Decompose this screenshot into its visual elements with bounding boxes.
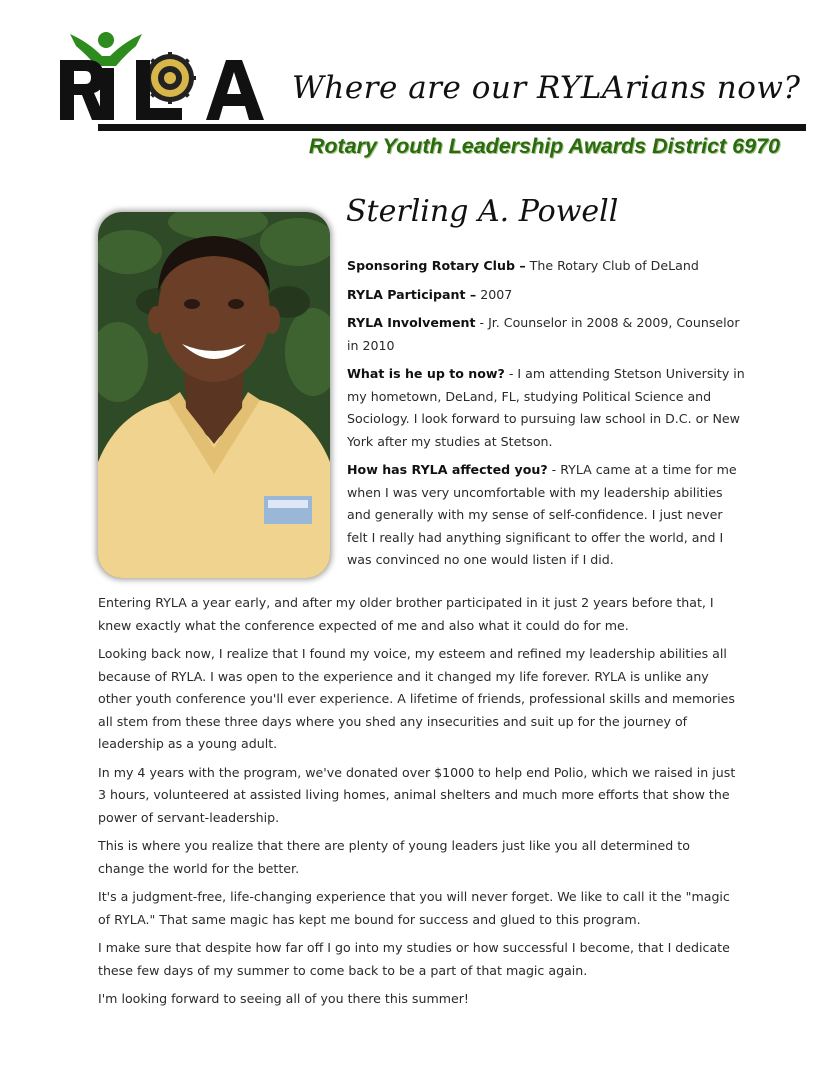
- field-value: 2007: [476, 286, 513, 302]
- field-value: - RYLA came at a time for me when I was very uncomfortable with my leadership abilities and generally with my sense of self-confidence. I just never felt I really had anything significant to offer the world, and I was convinced no one would listen if I did.: [347, 462, 737, 567]
- field-label: RYLA Participant –: [347, 286, 477, 302]
- page-headline: Where are our RYLArians now?: [292, 70, 801, 106]
- header-rule: [98, 124, 806, 131]
- field-involvement: [347, 312, 747, 357]
- page-subtitle: Rotary Youth Leadership Awards District 6970: [308, 134, 780, 158]
- field-value: - Jr. Counselor in 2008 & 2009, Counselor in 2010: [347, 315, 740, 353]
- field-ryla-affected: [347, 459, 747, 572]
- profile-details: [347, 255, 747, 578]
- body-paragraph: I make sure that despite how far off I go into my studies or how successful I become, that I dedicate these few days of my summer to come back to be a part of that magic again.: [98, 940, 730, 978]
- body-paragraph: Looking back now, I realize that I found my voice, my esteem and refined my leadership abilities all because of RYLA. I was open to the experience and it changed my life forever. RYLA is unlike any other youth conference you'll ever experience. A lifetime of friends, professional skills and memories all stem from these three days where you shed any insecurities and suit up for the journey of leadership as a young adult.: [98, 646, 735, 751]
- body-paragraph: In my 4 years with the program, we've donated over $1000 to help end Polio, which we raised in just 3 hours, volunteered at assisted living homes, animal shelters and much more efforts that show the power of servant-leadership.: [98, 764, 736, 825]
- body-paragraph: It's a judgment-free, life-changing experience that you will never forget. We like to call it the "magic of RYLA." That same magic has kept me bound for success and glued to this program.: [98, 889, 730, 927]
- field-label: RYLA Involvement: [347, 315, 476, 330]
- portrait-image: [98, 212, 330, 578]
- field-label: How has RYLA affected you?: [347, 462, 548, 477]
- field-sponsoring-club: [347, 255, 747, 278]
- body-paragraph: This is where you realize that there are plenty of young leaders just like you all determined to change the world for the better.: [98, 838, 690, 876]
- body-paragraph: Entering RYLA a year early, and after my older brother participated in it just 2 years before that, I knew exactly what the conference expected of me and also what it could do for me.: [98, 595, 714, 633]
- ryla-logo: [58, 26, 273, 126]
- body-paragraph: I'm looking forward to seeing all of you there this summer!: [98, 991, 469, 1006]
- body-text: [98, 592, 738, 1017]
- profile-photo: [98, 212, 330, 578]
- field-value: - I am attending Stetson University in my hometown, DeLand, FL, studying Political Science and Sociology. I look forward to pursuing law school in D.C. or New York after my studies at Stetson.: [347, 366, 745, 449]
- field-label: Sponsoring Rotary Club –: [347, 258, 526, 273]
- field-label: What is he up to now?: [347, 366, 505, 381]
- field-value: The Rotary Club of DeLand: [525, 258, 699, 273]
- ryla-logo-graphic: [58, 26, 273, 126]
- field-participant: [347, 284, 747, 307]
- field-up-to-now: [347, 363, 747, 453]
- profile-name: Sterling A. Powell: [346, 194, 619, 229]
